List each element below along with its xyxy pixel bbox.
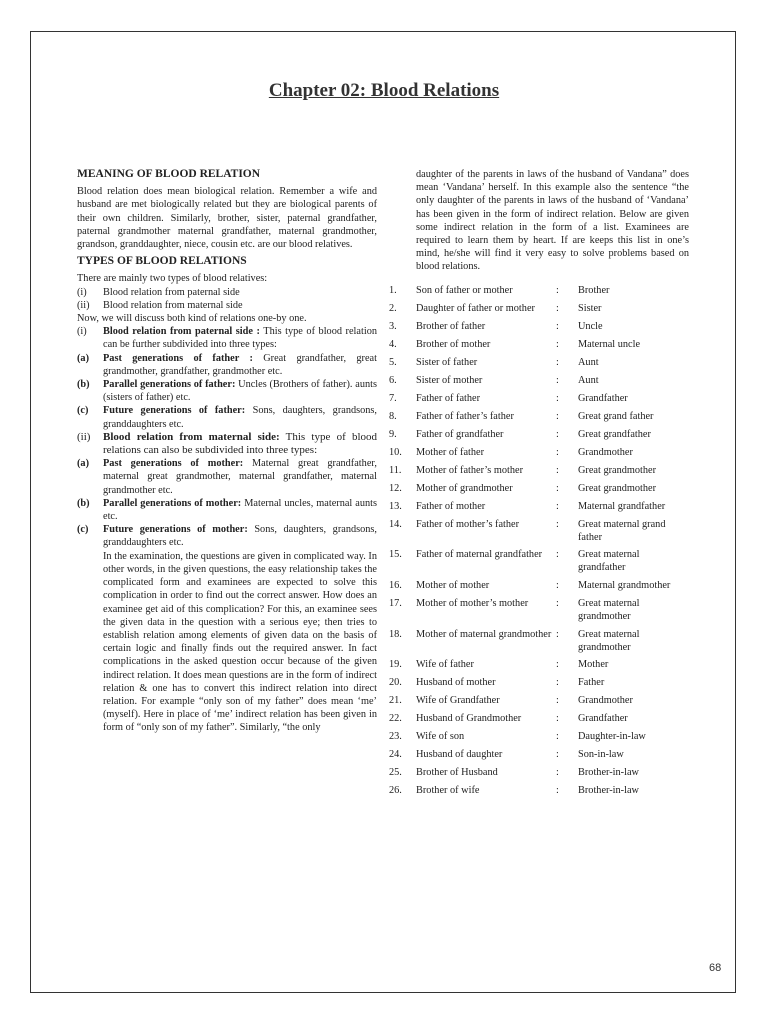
relation-colon: : [556, 501, 559, 512]
relation-expression: Husband of Grandmother [416, 713, 522, 724]
relation-number: 9. [389, 429, 397, 440]
discuss-line: Now, we will discuss both kind of relations one-by one. [77, 313, 307, 325]
relation-colon: : [556, 785, 559, 796]
relation-number: 8. [389, 411, 397, 422]
relation-result: Brother-in-law [578, 767, 639, 778]
relation-number: 17. [389, 598, 402, 609]
relation-result: Brother [578, 285, 610, 296]
relation-expression: Brother of Husband [416, 767, 498, 778]
relation-number: 24. [389, 749, 402, 760]
relation-result: Maternal grandfather [578, 501, 666, 512]
relation-expression: Brother of wife [416, 785, 480, 796]
relation-result: Brother-in-law [578, 785, 639, 796]
relation-colon: : [556, 695, 559, 706]
relation-row [389, 784, 689, 797]
paternal-future: (c) Future generations of father: Sons, daughters, grandsons, granddaughters etc. [77, 405, 377, 430]
relation-result: Father [578, 677, 605, 688]
relation-colon: : [556, 303, 559, 314]
relation-expression: Sister of mother [416, 375, 483, 386]
relation-expression: Brother of mother [416, 339, 491, 350]
relation-expression: Sister of father [416, 357, 478, 368]
relation-row [389, 500, 689, 513]
relation-result: Uncle [578, 321, 603, 332]
relation-result: Aunt [578, 375, 599, 386]
paternal-section: (i) Blood relation from paternal side : This type of blood relation can be further subdivided into three types: [77, 326, 377, 351]
chapter-title: Chapter 02: Blood Relations [268, 80, 500, 101]
relation-expression: Father of father’s father [416, 411, 514, 422]
relation-row [389, 302, 689, 315]
relation-result: Grandmother [578, 447, 633, 458]
relation-expression: Wife of Grandfather [416, 695, 500, 706]
relation-colon: : [556, 483, 559, 494]
relation-colon: : [556, 767, 559, 778]
paternal-parallel: (b) Parallel generations of father: Uncles (Brothers of father). aunts (sisters of father) etc. [77, 379, 377, 404]
left-column [77, 168, 377, 735]
types-intro: There are mainly two types of blood relatives: [77, 273, 268, 285]
relation-expression: Father of grandfather [416, 429, 504, 440]
relation-number: 10. [389, 447, 402, 458]
relation-row [389, 374, 689, 387]
relation-row [389, 428, 689, 441]
relation-colon: : [556, 465, 559, 476]
relation-row [389, 730, 689, 743]
relation-row [389, 597, 689, 623]
page-number: 68 [709, 962, 722, 974]
relation-number: 14. [389, 519, 402, 530]
relation-colon: : [556, 375, 559, 386]
relation-colon: : [556, 677, 559, 688]
relation-result: Grandmother [578, 695, 633, 706]
relation-colon: : [556, 519, 559, 530]
relation-row [389, 464, 689, 477]
relation-colon: : [556, 285, 559, 296]
relation-colon: : [556, 411, 559, 422]
relation-colon: : [556, 393, 559, 404]
relation-number: 16. [389, 580, 402, 591]
relation-row [389, 658, 689, 671]
indirect-relation-intro: daughter of the parents in laws of the husband of Vandana” does mean ‘Vandana’ herself. In this example also the sentence “the only daughter of the parents in laws of the husband of ‘Vandana’ has been given in the form of indirect relation. Below are given some indirect relation in the form of a list. Examinees are required to learn them by heart. If are keeps this list in one’s mind, he/she will find it very easy to solve problems based on blood relations. [416, 169, 689, 273]
relation-number: 4. [389, 339, 397, 350]
relation-expression: Father of mother [416, 501, 486, 512]
relation-row [389, 518, 689, 544]
relation-colon: : [556, 339, 559, 350]
relation-row [389, 712, 689, 725]
relation-result: Great maternal grandmother [578, 598, 640, 623]
relation-result: Son-in-law [578, 749, 624, 760]
relation-row [389, 694, 689, 707]
relation-result: Aunt [578, 357, 599, 368]
relation-row [389, 356, 689, 369]
relation-expression: Father of father [416, 393, 481, 404]
relation-number: 2. [389, 303, 397, 314]
relation-result: Mother [578, 659, 609, 670]
relation-result: Grandfather [578, 713, 628, 724]
maternal-section: (ii) Blood relation from maternal side: This type of blood relations can also be subdivided into three types: [77, 430, 378, 457]
relation-colon: : [556, 713, 559, 724]
relation-number: 6. [389, 375, 397, 386]
relation-expression: Mother of mother [416, 580, 490, 591]
maternal-parallel: (b) Parallel generations of mother: Maternal uncles, maternal aunts etc. [77, 497, 377, 523]
relation-result: Maternal grandmother [578, 580, 671, 591]
relation-row [389, 676, 689, 689]
relation-expression: Husband of mother [416, 677, 496, 688]
relation-expression: Mother of father’s mother [416, 465, 524, 476]
relation-row [389, 579, 689, 592]
relation-colon: : [556, 629, 559, 640]
relation-result: Great maternal grand father [578, 519, 666, 544]
relation-row [389, 482, 689, 495]
relation-colon: : [556, 731, 559, 742]
relation-expression: Mother of maternal grandmother [416, 629, 552, 640]
relation-expression: Father of mother’s father [416, 519, 520, 530]
relation-result: Great grand father [578, 411, 654, 422]
maternal-past: (a) Past generations of mother: Maternal great grandfather, maternal great grandmother, maternal grandfather, maternal grandmother etc. [77, 458, 377, 496]
relation-number: 15. [389, 549, 402, 560]
examination-paragraph: In the examination, the questions are given in complicated way. In other words, in the given questions, the easy relationship takes the complicated form and examinees are expected to solve this complication in order to find out the correct answer. How does an examinee get aid of this complication? For this, an examinee sees the given data in the question with a serious eye; then tries to establish relation among elements of given data on the basis of certain logic and finally finds out the required answer. In fact complications in the asked question occur because of the given indirect relation. It does mean questions are in the form of indirect relation & one has to convert this indirect relation into direct relation. For example “only son of my father” does mean ‘me’ (myself). Here in place of ‘me’ indirect relation has been given in form of “only son of my father”. Similarly, “the only [103, 550, 377, 734]
relation-row [389, 320, 689, 333]
relation-colon: : [556, 447, 559, 458]
relation-colon: : [556, 321, 559, 332]
heading-meaning: MEANING OF BLOOD RELATION [77, 168, 261, 180]
relation-number: 19. [389, 659, 402, 670]
relation-number: 26. [389, 785, 402, 796]
relation-number: 20. [389, 677, 402, 688]
meaning-paragraph: Blood relation does mean biological relation. Remember a wife and husband are met biologically related but they are biological parents of their own children. Similarly, brother, sister, paternal grandfather, paternal grandmother maternal grandfather, maternal grandmother, grandson, granddaughter, niece, cousin etc. are our blood relatives. [77, 186, 377, 251]
relation-row [389, 446, 689, 459]
heading-types: TYPES OF BLOOD RELATIONS [77, 255, 247, 268]
relation-result: Great maternal grandmother [578, 629, 640, 654]
relation-expression: Mother of grandmother [416, 483, 513, 494]
relation-number: 18. [389, 629, 402, 640]
relation-number: 11. [389, 465, 402, 476]
relation-row [389, 410, 689, 423]
relation-result: Great grandfather [578, 429, 651, 440]
relation-number: 13. [389, 501, 402, 512]
paternal-past: (a) Past generations of father : Great grandfather, great grandmother, grandfather, grandmother etc. [77, 352, 377, 377]
relation-number: 3. [389, 321, 397, 332]
type-item: (ii) Blood relation from maternal side [77, 299, 243, 311]
relation-colon: : [556, 749, 559, 760]
relation-number: 7. [389, 393, 397, 404]
relation-number: 25. [389, 767, 402, 778]
relation-colon: : [556, 429, 559, 440]
relation-colon: : [556, 580, 559, 591]
relation-expression: Mother of mother’s mother [416, 598, 529, 609]
relation-row [389, 284, 689, 297]
relation-expression: Father of maternal grandfather [416, 549, 543, 560]
relation-number: 21. [389, 695, 402, 706]
relation-expression: Wife of son [416, 731, 465, 742]
relation-result: Sister [578, 303, 602, 314]
relation-colon: : [556, 659, 559, 670]
relation-colon: : [556, 549, 559, 560]
relation-expression: Husband of daughter [416, 749, 503, 760]
relation-number: 12. [389, 483, 402, 494]
relation-result: Great maternal grandfather [578, 549, 640, 574]
relation-result: Daughter-in-law [578, 731, 646, 742]
relation-colon: : [556, 598, 559, 609]
relation-expression: Son of father or mother [416, 285, 513, 296]
type-item: (i) Blood relation from paternal side [77, 286, 240, 298]
relation-row [389, 392, 689, 405]
relation-number: 22. [389, 713, 402, 724]
relation-expression: Wife of father [416, 659, 474, 670]
relation-result: Grandfather [578, 393, 628, 404]
relation-result: Great grandmother [578, 465, 657, 476]
relation-row [389, 628, 689, 654]
relation-expression: Daughter of father or mother [416, 303, 535, 314]
relation-expression: Brother of father [416, 321, 486, 332]
relation-number: 23. [389, 731, 402, 742]
relation-result: Great grandmother [578, 483, 657, 494]
relation-row [389, 548, 689, 574]
relation-row [389, 748, 689, 761]
relation-result: Maternal uncle [578, 339, 641, 350]
relation-colon: : [556, 357, 559, 368]
relation-number: 5. [389, 357, 397, 368]
maternal-future: (c) Future generations of mother: Sons, daughters, grandsons, granddaughters etc. [77, 524, 377, 549]
relation-row [389, 766, 689, 779]
relation-number: 1. [389, 285, 397, 296]
relation-row [389, 338, 689, 351]
relation-expression: Mother of father [416, 447, 485, 458]
